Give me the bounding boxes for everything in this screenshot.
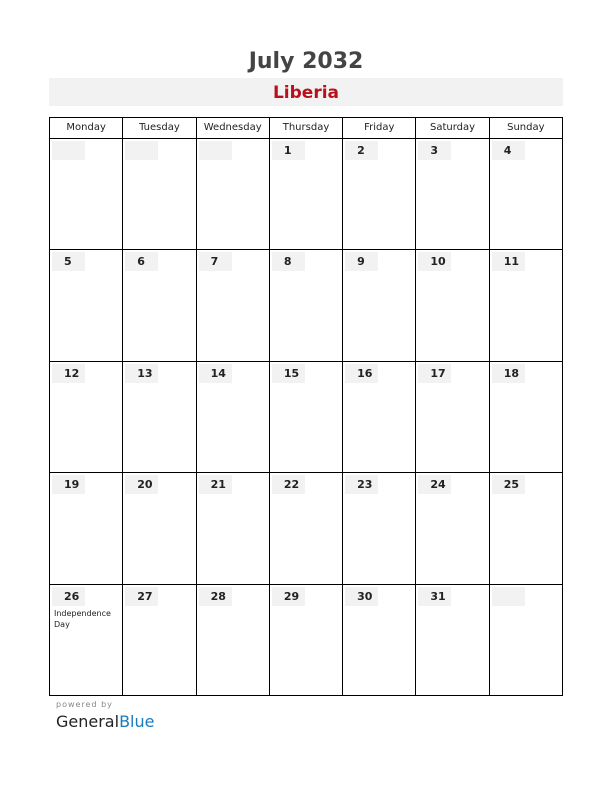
day-number: 12 <box>52 364 85 383</box>
day-number: 21 <box>199 475 232 494</box>
day-cell <box>415 362 488 472</box>
day-cell <box>122 585 195 696</box>
day-number: 2 <box>345 141 378 160</box>
day-cell <box>269 585 342 696</box>
day-cell <box>122 473 195 583</box>
day-number: 17 <box>418 364 451 383</box>
country-banner <box>49 78 563 106</box>
day-cell <box>415 473 488 583</box>
day-number: 19 <box>52 475 85 494</box>
weekday-wednesday: Wednesday <box>196 118 269 138</box>
day-number: 8 <box>272 252 305 271</box>
weekday-sunday: Sunday <box>489 118 562 138</box>
day-number: 30 <box>345 587 378 606</box>
brand-general: General <box>56 712 120 731</box>
day-cell <box>269 139 342 249</box>
day-cell <box>342 362 415 472</box>
day-cell <box>196 250 269 360</box>
day-cell <box>50 473 122 583</box>
day-cell <box>269 473 342 583</box>
day-number: 18 <box>492 364 525 383</box>
day-cell <box>50 585 122 696</box>
day-cell <box>269 250 342 360</box>
day-number: 20 <box>125 475 158 494</box>
weekday-header <box>50 118 562 139</box>
day-number <box>199 141 232 160</box>
day-cell <box>415 250 488 360</box>
day-cell <box>196 139 269 249</box>
weekday-tuesday: Tuesday <box>122 118 195 138</box>
powered-by-label: powered by <box>56 700 113 709</box>
day-cell <box>342 585 415 696</box>
calendar-grid <box>49 117 563 696</box>
day-number: 9 <box>345 252 378 271</box>
day-number: 11 <box>492 252 525 271</box>
day-number: 10 <box>418 252 451 271</box>
day-cell <box>489 473 562 583</box>
day-cell <box>415 585 488 696</box>
day-cell <box>122 139 195 249</box>
day-cell <box>489 585 562 696</box>
day-number: 4 <box>492 141 525 160</box>
day-number: 29 <box>272 587 305 606</box>
day-number: 26 <box>52 587 85 606</box>
day-number <box>125 141 158 160</box>
day-cell <box>269 362 342 472</box>
day-number: 5 <box>52 252 85 271</box>
day-cell <box>196 473 269 583</box>
day-cell <box>415 139 488 249</box>
day-number: 22 <box>272 475 305 494</box>
day-number: 13 <box>125 364 158 383</box>
day-number: 3 <box>418 141 451 160</box>
day-number: 7 <box>199 252 232 271</box>
day-number <box>492 587 525 606</box>
day-cell <box>50 139 122 249</box>
day-number: 25 <box>492 475 525 494</box>
page-title: July 2032 <box>248 49 364 74</box>
day-number: 14 <box>199 364 232 383</box>
week-row <box>50 473 562 584</box>
country-name: Liberia <box>272 83 340 103</box>
brand-logo[interactable] <box>56 712 154 732</box>
week-row <box>50 362 562 473</box>
weekday-thursday: Thursday <box>269 118 342 138</box>
week-row <box>50 250 562 361</box>
week-row <box>50 139 562 250</box>
day-cell <box>342 139 415 249</box>
day-number: 16 <box>345 364 378 383</box>
day-cell <box>50 362 122 472</box>
brand-blue: Blue <box>119 712 155 731</box>
day-cell <box>342 473 415 583</box>
weekday-saturday: Saturday <box>415 118 488 138</box>
day-cell <box>342 250 415 360</box>
day-number: 23 <box>345 475 378 494</box>
day-number <box>52 141 85 160</box>
day-number: 31 <box>418 587 451 606</box>
day-cell <box>122 250 195 360</box>
weekday-friday: Friday <box>342 118 415 138</box>
footer <box>56 700 154 732</box>
day-number: 6 <box>125 252 158 271</box>
day-number: 15 <box>272 364 305 383</box>
day-cell <box>50 250 122 360</box>
day-cell <box>196 362 269 472</box>
day-number: 24 <box>418 475 451 494</box>
week-row <box>50 585 562 696</box>
day-cell <box>122 362 195 472</box>
day-number: 1 <box>272 141 305 160</box>
day-number: 28 <box>199 587 232 606</box>
day-cell <box>489 139 562 249</box>
holiday-label: Independence Day <box>54 608 111 629</box>
weekday-monday: Monday <box>66 122 106 133</box>
day-cell <box>196 585 269 696</box>
day-cell <box>489 250 562 360</box>
day-cell <box>489 362 562 472</box>
day-number: 27 <box>125 587 158 606</box>
